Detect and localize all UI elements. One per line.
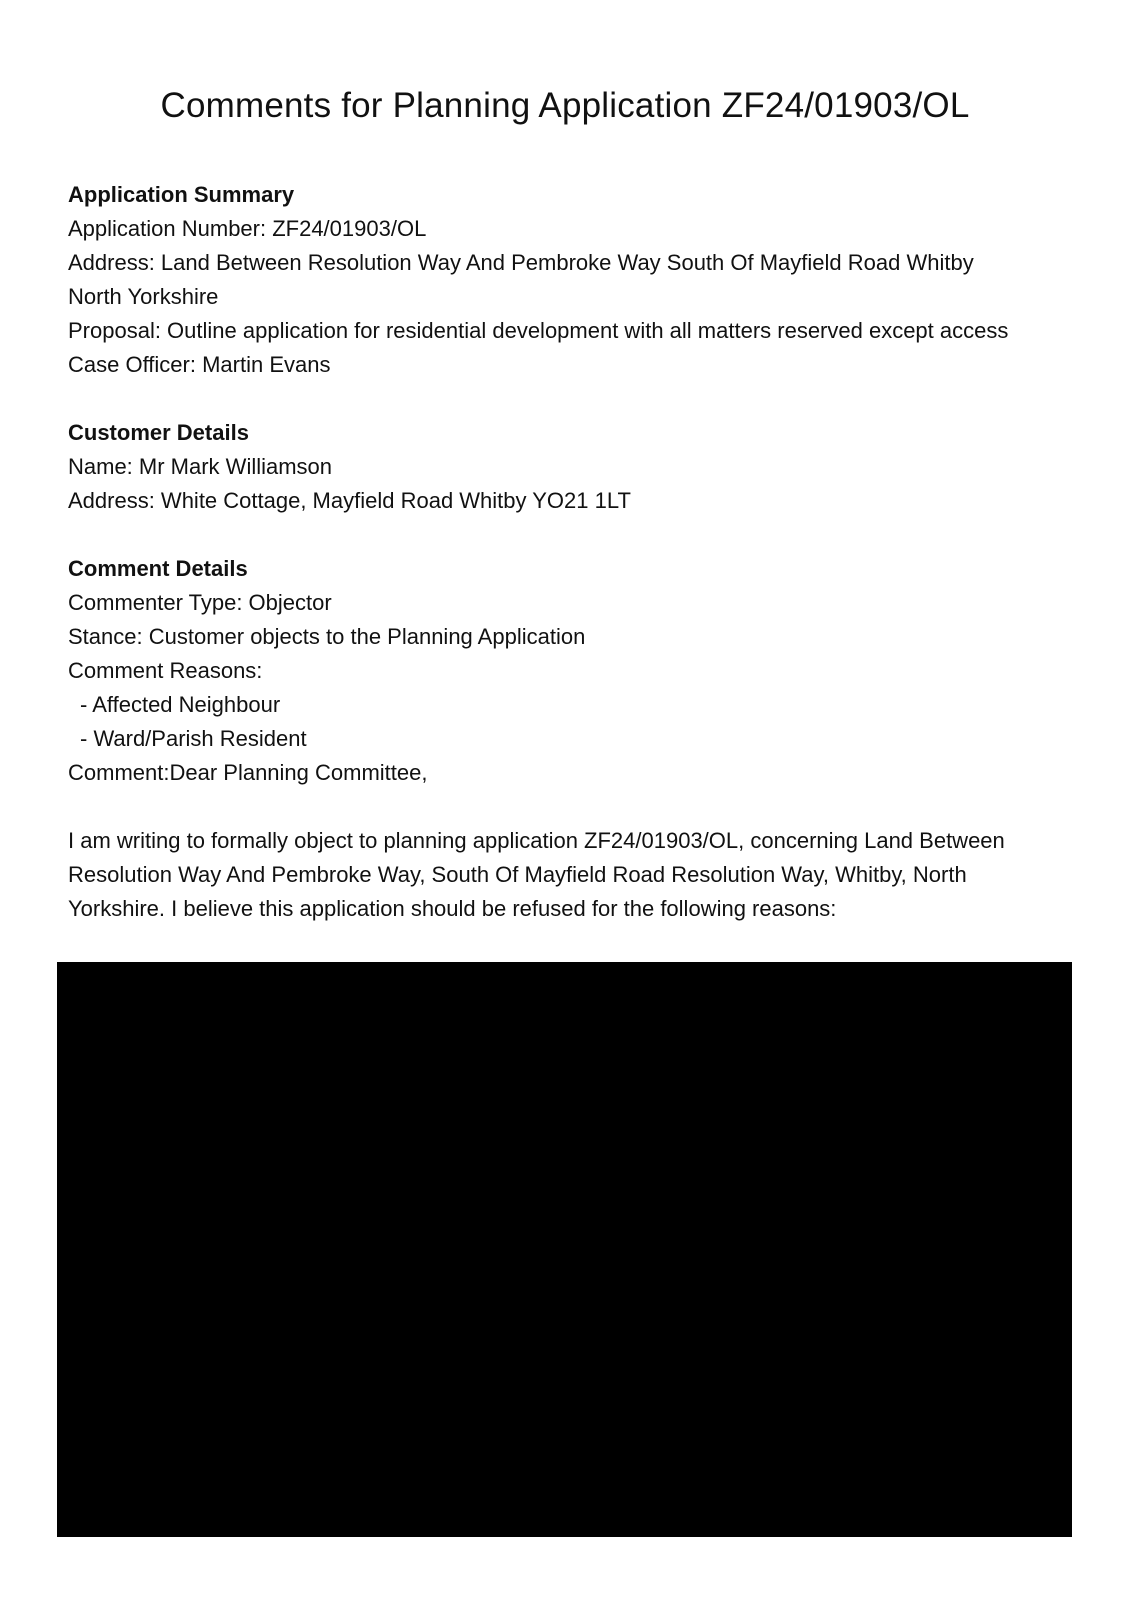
comment-reasons-label: Comment Reasons: (68, 658, 263, 683)
section-spacer (68, 382, 1068, 416)
commenter-type: Commenter Type: Objector (68, 590, 332, 615)
comment-body-line: I am writing to formally object to planning application ZF24/01903/OL, concerning Land Between (68, 828, 1005, 853)
application-summary-section (68, 178, 1068, 382)
case-officer: Case Officer: Martin Evans (68, 352, 331, 377)
section-spacer (68, 518, 1068, 552)
customer-address: Address: White Cottage, Mayfield Road Whitby YO21 1LT (68, 488, 631, 513)
comment-reason-item: - Affected Neighbour (80, 692, 281, 717)
document-body (68, 178, 1068, 926)
paragraph-spacer (68, 790, 1068, 824)
comment-reason-item: - Ward/Parish Resident (80, 726, 307, 751)
stance: Stance: Customer objects to the Planning Application (68, 624, 586, 649)
comment-details-section (68, 552, 1068, 926)
comment-body-line: Resolution Way And Pembroke Way, South Of Mayfield Road Resolution Way, Whitby, North (68, 862, 967, 887)
page-title: Comments for Planning Application ZF24/01903/OL (160, 86, 970, 125)
comment-body-line: Yorkshire. I believe this application should be refused for the following reasons: (68, 896, 837, 921)
comment-details-heading: Comment Details (68, 556, 248, 581)
customer-name: Name: Mr Mark Williamson (68, 454, 333, 479)
application-address-line-2: North Yorkshire (68, 284, 219, 309)
comment-opening: Comment:Dear Planning Committee, (68, 760, 428, 785)
redaction-block (57, 962, 1072, 1537)
application-summary-heading: Application Summary (68, 182, 295, 207)
customer-details-section (68, 416, 1068, 518)
application-address-line-1: Address: Land Between Resolution Way And Pembroke Way South Of Mayfield Road Whitby (68, 250, 974, 275)
customer-details-heading: Customer Details (68, 420, 249, 445)
application-proposal: Proposal: Outline application for residential development with all matters reserved except access (68, 318, 1009, 343)
application-number: Application Number: ZF24/01903/OL (68, 216, 427, 241)
comment-body-paragraph (68, 824, 1058, 926)
